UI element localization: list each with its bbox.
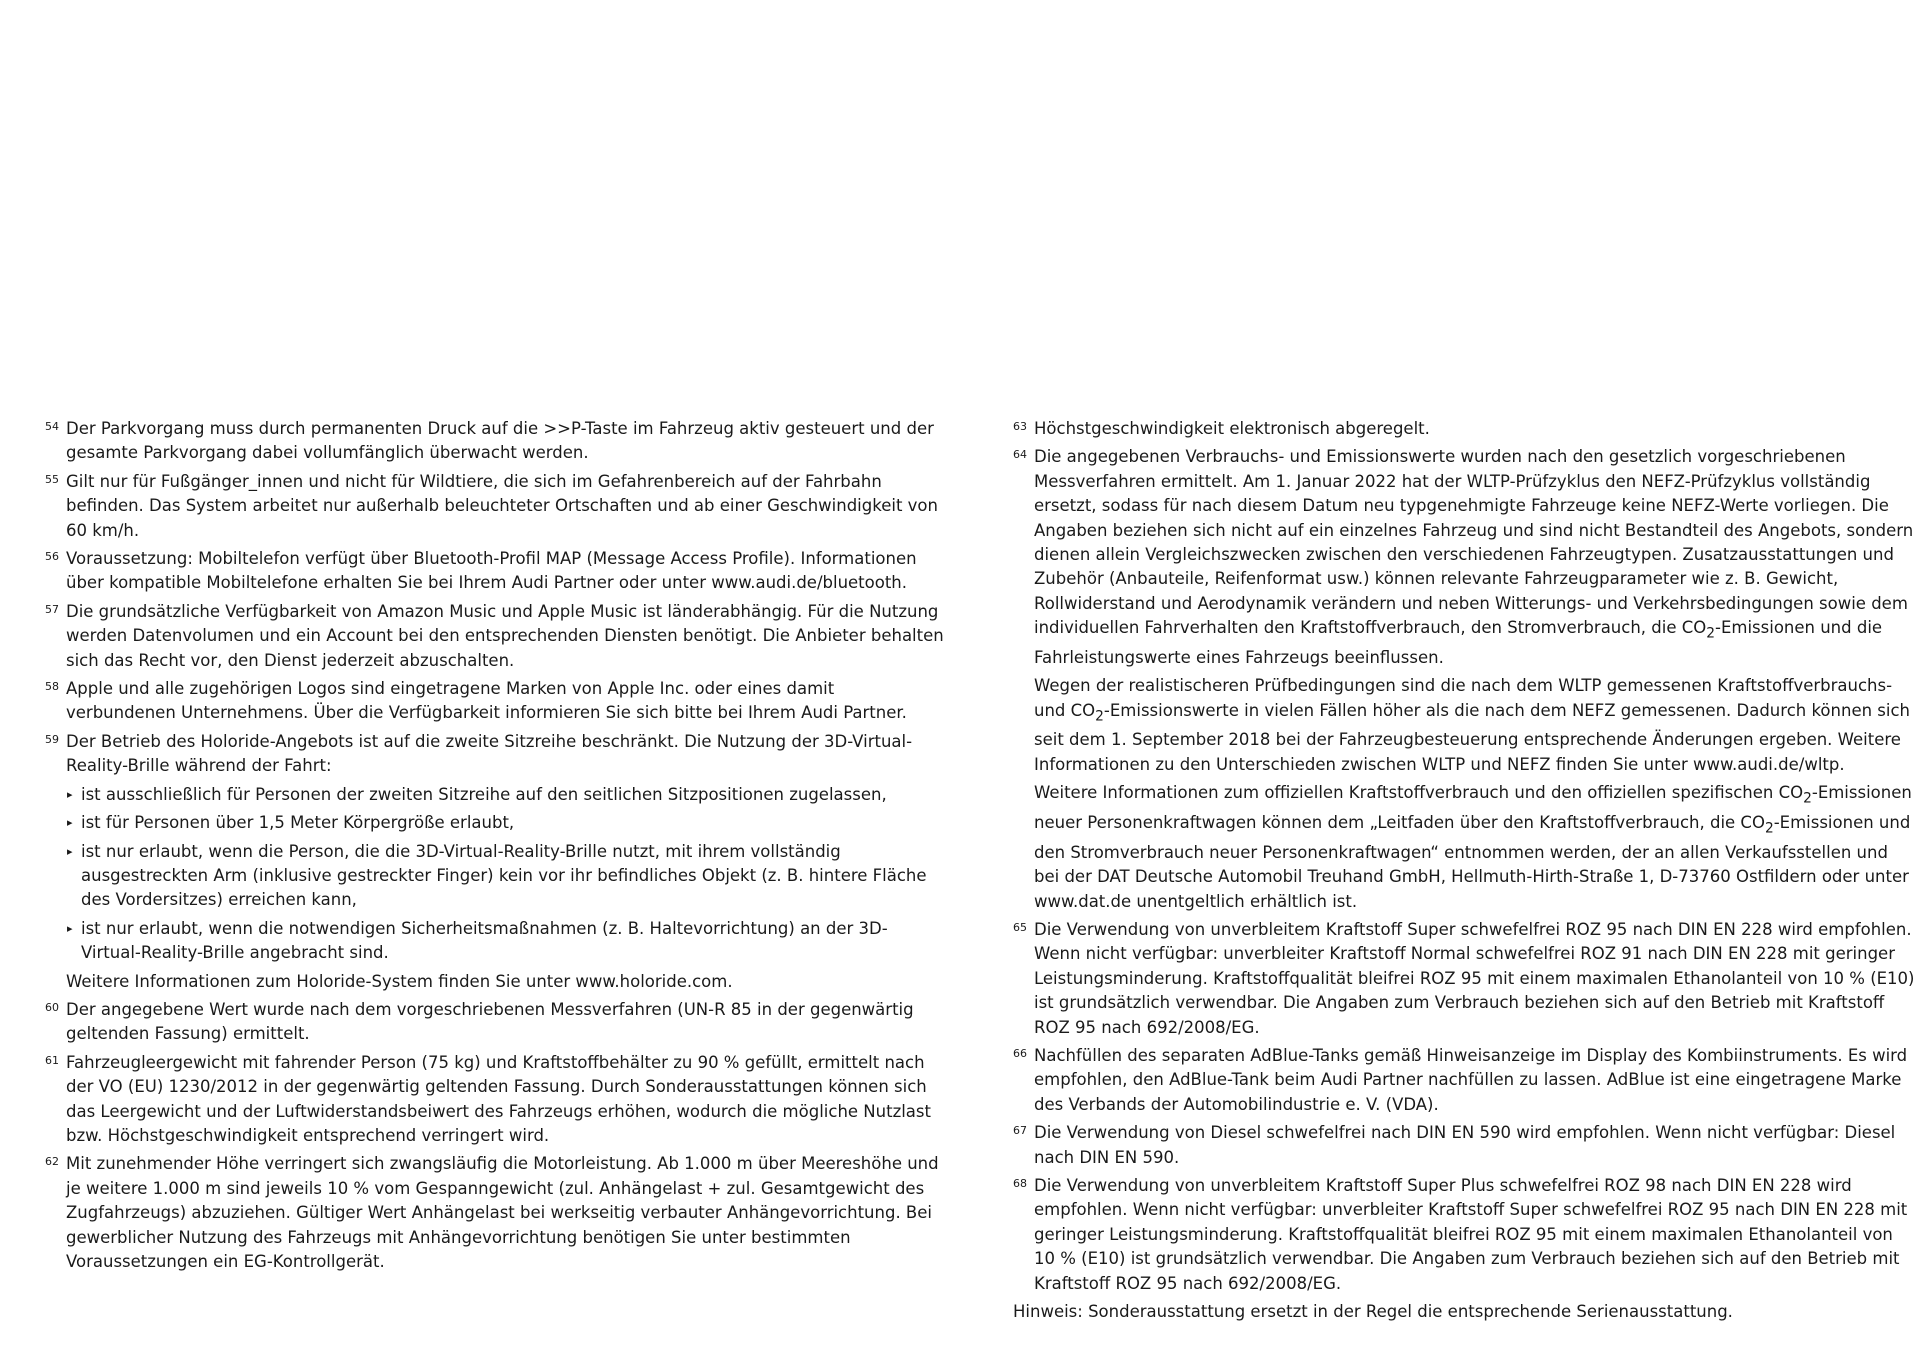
footnote-56: [45, 547, 945, 596]
subscript: 2: [1706, 625, 1715, 642]
footnote-64: [1013, 445, 1918, 670]
triangle-bullet-icon: ▸: [67, 816, 73, 830]
footnote-64-paragraph-2: [1013, 674, 1918, 777]
footnote-number: 57: [45, 602, 59, 616]
footnote-59: [45, 730, 945, 779]
bullet-text: ist nur erlaubt, wenn die Person, die die 3D-Virtual-Reality-Brille nutzt, mit ihrem vollständig ausgestreckten Arm (inklusive gestreckter Finger) kein vor ihr befindliches Objekt (z. B. hintere Fläche des Vordersitzes) erreichen kann,: [81, 841, 927, 910]
footnote-text: Die Verwendung von Diesel schwefelfrei nach DIN EN 590 wird empfohlen. Wenn nicht verfügbar: Diesel nach DIN EN 590.: [1034, 1123, 1896, 1167]
footnote-text: Der Parkvorgang muss durch permanenten Druck auf die >>P-Taste im Fahrzeug aktiv gesteuert und der gesamte Parkvorgang dabei vollumfänglich überwacht werden.: [66, 419, 934, 463]
bullet-text: ist für Personen über 1,5 Meter Körpergröße erlaubt,: [81, 813, 515, 833]
footnote-67: [1013, 1121, 1918, 1170]
footnote-number: 62: [45, 1155, 59, 1169]
footnote-58: [45, 677, 945, 726]
footnote-text: Gilt nur für Fußgänger_innen und nicht für Wildtiere, die sich im Gefahrenbereich auf der Fahrbahn befinden. Das System arbeitet nur außerhalb beleuchteter Ortschaften und ab einer Geschwindigkeit von 60 km/h.: [66, 471, 938, 540]
footnote-68: [1013, 1174, 1918, 1296]
footnote-63: [1013, 417, 1918, 441]
footnote-62: [45, 1152, 945, 1274]
text-run: -Emissionswerte in vielen Fällen höher als die nach dem NEFZ gemessenen. Dadurch können sich seit dem 1. September 2018 bei der Fahrzeugbesteuerung entsprechende Änderungen ergeben. Weitere Informationen zu den Unterschieden zwischen WLTP und NEFZ finden Sie unter www.audi.de/wltp.: [1034, 700, 1911, 774]
text-run: -Emissionen neuer Personenkraftwagen können dem „Leitfaden über den Kraftstoffverbrauch, die CO: [1034, 783, 1912, 832]
footnote-59-bullet: [45, 917, 945, 966]
footnote-number: 64: [1013, 448, 1027, 462]
text-run: Die angegebenen Verbrauchs- und Emissionswerte wurden nach den gesetzlich vorgeschriebenen Messverfahren ermittelt. Am 1. Januar 2022 hat der WLTP-Prüfzyklus den NEFZ-Prüfzyklus vollständig ersetzt, sodass für nach diesem Datum neu typgenehmigte Fahrzeuge keine NEFZ-Werte vorliegen. Die Angaben beziehen sich nicht auf ein einzelnes Fahrzeug und sind nicht Bestandteil des Angebots, sondern dienen allein Vergleichszwecken zwischen den verschiedenen Fahrzeugtypen. Zusatzausstattungen und Zubehör (Anbauteile, Reifenformat usw.) können relevante Fahrzeugparameter wie z. B. Gewicht, Rollwiderstand und Aerodynamik verändern und neben Witterungs- und Verkehrsbedingungen sowie dem individuellen Fahrverhalten den Kraftstoffverbrauch, den Stromverbrauch, die CO: [1034, 447, 1914, 638]
footnote-number: 60: [45, 1000, 59, 1014]
footnote-text: Mit zunehmender Höhe verringert sich zwangsläufig die Motorleistung. Ab 1.000 m über Meereshöhe und je weitere 1.000 m sind jeweils 10 % vom Gespanngewicht (zul. Anhängelast + zul. Gesamtgewicht des Zugfahrzeugs) abzuziehen. Gültiger Wert Anhängelast bei werkseitig verbauter Anhängevorrichtung. Bei gewerblicher Nutzung des Fahrzeugs mit Anhängevorrichtung benötigen Sie unter bestimmten Voraussetzungen ein EG-Kontrollgerät.: [66, 1154, 939, 1271]
footnote-text: Die grundsätzliche Verfügbarkeit von Amazon Music und Apple Music ist länderabhängig. Für die Nutzung werden Datenvolumen und ein Account bei den entsprechenden Diensten benötigt. Die Anbieter behalten sich das Recht vor, den Dienst jederzeit abzuschalten.: [66, 601, 944, 670]
footnote-number: 67: [1013, 1124, 1027, 1138]
footnote-59-bullet: [45, 811, 945, 835]
footnote-number: 65: [1013, 920, 1027, 934]
footnote-text: Die Verwendung von unverbleitem Kraftstoff Super Plus schwefelfrei ROZ 98 nach DIN EN 228 wird empfohlen. Wenn nicht verfügbar: unverbleiter Kraftstoff Super schwefelfrei ROZ 95 nach DIN EN 228 mit geringer Leistungsminderung. Kraftstoffqualität bleifrei ROZ 95 mit einem maximalen Ethanolanteil von 10 % (E10) ist grundsätzlich verwendbar. Die Angaben zum Verbrauch beziehen sich auf den Betrieb mit Kraftstoff ROZ 95 nach 692/2008/EG.: [1034, 1175, 1908, 1293]
footnote-number: 68: [1013, 1176, 1027, 1190]
footnote-number: 59: [45, 732, 59, 746]
footnote-text: Höchstgeschwindigkeit elektronisch abgeregelt.: [1034, 419, 1430, 438]
subscript: 2: [1095, 708, 1104, 725]
footnotes-right-column: [1013, 417, 1918, 1324]
triangle-bullet-icon: ▸: [67, 844, 73, 858]
footnote-59-bullet: [45, 840, 945, 913]
triangle-bullet-icon: ▸: [67, 787, 73, 801]
footnote-59-trailer: Weitere Informationen zum Holoride-System finden Sie unter www.holoride.com.: [66, 971, 733, 991]
subscript: 2: [1764, 820, 1774, 837]
footnote-text: Die Verwendung von unverbleitem Kraftstoff Super schwefelfrei ROZ 95 nach DIN EN 228 wird empfohlen. Wenn nicht verfügbar: unverbleiter Kraftstoff Normal schwefelfrei ROZ 91 nach DIN EN 228 mit geringer Leistungsminderung. Kraftstoffqualität bleifrei ROZ 95 mit einem maximalen Ethanolanteil von 10 % (E10) ist grundsätzlich verwendbar. Die Angaben zum Verbrauch beziehen sich auf den Betrieb mit Kraftstoff ROZ 95 nach 692/2008/EG.: [1034, 919, 1915, 1037]
footnote-number: 66: [1013, 1046, 1027, 1060]
footnote-text: Apple und alle zugehörigen Logos sind eingetragene Marken von Apple Inc. oder eines damit verbundenen Unternehmens. Über die Verfügbarkeit informieren Sie sich bitte bei Ihrem Audi Partner.: [66, 679, 907, 723]
footnote-57: [45, 600, 945, 673]
footnote-54: [45, 417, 945, 466]
subscript: 2: [1803, 790, 1812, 807]
footnote-text: Der angegebene Wert wurde nach dem vorgeschriebenen Messverfahren (UN-R 85 in der gegenwärtig geltenden Fassung) ermittelt.: [66, 999, 914, 1044]
footnote-number: 58: [45, 680, 59, 694]
footnote-number: 54: [45, 420, 59, 433]
footnote-number: 63: [1013, 420, 1027, 433]
equipment-note: Hinweis: Sonderausstattung ersetzt in der Regel die entsprechende Serienausstattung.: [1013, 1302, 1733, 1321]
footnote-text: Nachfüllen des separaten AdBlue-Tanks gemäß Hinweisanzeige im Display des Kombiinstruments. Es wird empfohlen, den AdBlue-Tank beim Audi Partner nachfüllen zu lassen. AdBlue ist eine eingetragene Marke des Verbands der Automobilindustrie e. V. (VDA).: [1034, 1045, 1908, 1114]
footnote-text: Voraussetzung: Mobiltelefon verfügt über Bluetooth-Profil MAP (Message Access Profile). Informationen über kompatible Mobiltelefone erhalten Sie bei Ihrem Audi Partner oder unter www.audi.de/bluetooth.: [66, 549, 917, 593]
footnote-65: [1013, 918, 1918, 1040]
bullet-text: ist ausschließlich für Personen der zweiten Sitzreihe auf den seitlichen Sitzpositionen zugelassen,: [81, 784, 887, 804]
footnote-55: [45, 470, 945, 543]
footnote-number: 56: [45, 550, 59, 564]
text-run: Weitere Informationen zum offiziellen Kraftstoffverbrauch und den offiziellen spezifischen CO: [1034, 783, 1804, 803]
footnotes-left-column: [45, 417, 945, 1278]
text-run: -Emissionen und den Stromverbrauch neuer Personenkraftwagen“ entnommen werden, der an allen Verkaufsstellen und bei der DAT Deutsche Automobil Treuhand GmbH, Hellmuth-Hirth-Straße 1, D-73760 Ostfildern oder unter www.dat.de unentgeltlich erhältlich ist.: [1034, 812, 1911, 911]
footnote-66: [1013, 1044, 1918, 1117]
bullet-text: ist nur erlaubt, wenn die notwendigen Sicherheitsmaßnahmen (z. B. Haltevorrichtung) an der 3D-Virtual-Reality-Brille angebracht sind.: [81, 918, 888, 963]
footnote-number: 61: [45, 1053, 59, 1067]
footnote-text: Der Betrieb des Holoride-Angebots ist auf die zweite Sitzreihe beschränkt. Die Nutzung der 3D-Virtual-Reality-Brille während der Fahrt:: [66, 731, 913, 776]
footnote-number: 55: [45, 472, 59, 486]
triangle-bullet-icon: ▸: [67, 921, 73, 935]
footnote-60: [45, 998, 945, 1047]
footnote-61: [45, 1051, 945, 1149]
footnote-64-paragraph-3: [1013, 781, 1918, 914]
footnote-text: [1034, 445, 1918, 670]
text-run: -Emissionen und die Fahrleistungswerte eines Fahrzeugs beeinflussen.: [1034, 618, 1883, 667]
footnote-text: Fahrzeugleergewicht mit fahrender Person (75 kg) und Kraftstoffbehälter zu 90 % gefüllt, ermittelt nach der VO (EU) 1230/2012 in der gegenwärtig geltenden Fassung. Durch Sonderausstattungen können sich das Leergewicht und der Luftwiderstandsbeiwert des Fahrzeugs erhöhen, wodurch die mögliche Nutzlast bzw. Höchstgeschwindigkeit entsprechend verringert wird.: [66, 1052, 931, 1145]
footnote-59-bullet: [45, 783, 945, 807]
text-run: Wegen der realistischeren Prüfbedingungen sind die nach dem WLTP gemessenen Kraftstoffverbrauchs- und CO: [1034, 676, 1893, 720]
